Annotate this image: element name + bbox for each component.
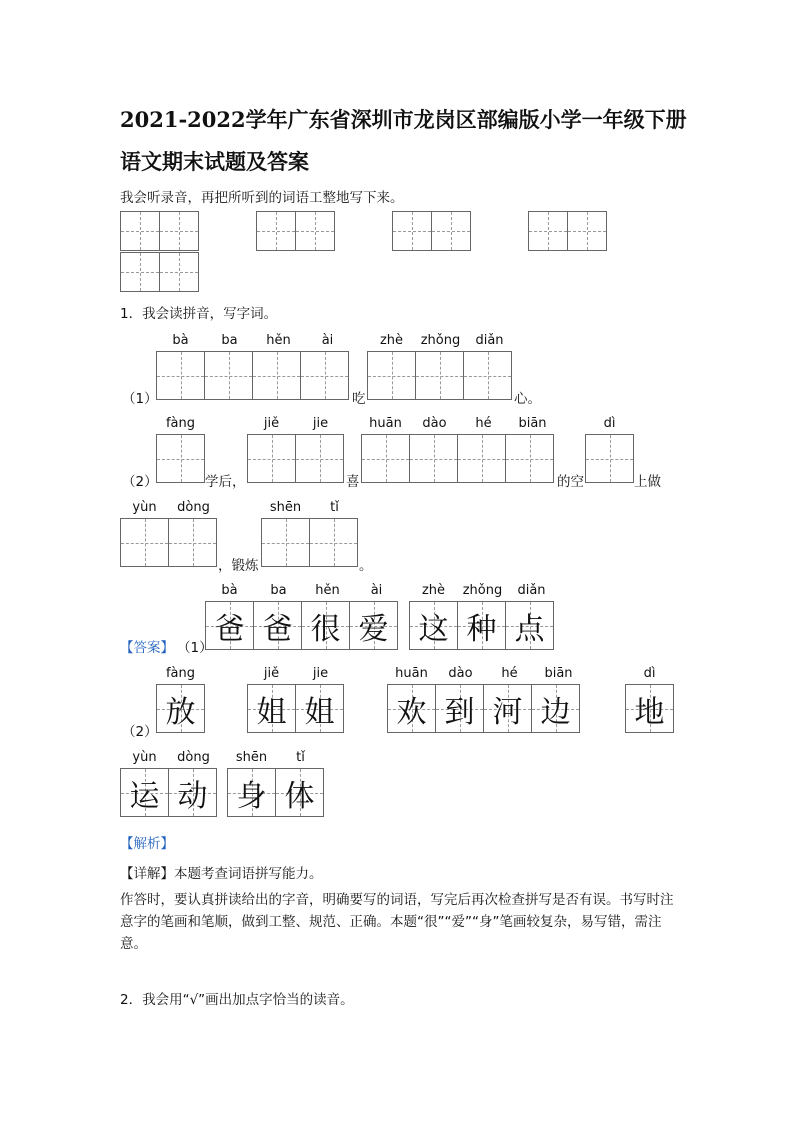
pinyin: zhè bbox=[379, 333, 404, 348]
blank-grid-5 bbox=[120, 252, 199, 292]
grid-cell bbox=[156, 434, 205, 483]
grid-cell bbox=[457, 601, 506, 650]
answer-label: 【答案】 bbox=[120, 640, 174, 656]
grid-cell bbox=[295, 434, 344, 483]
grid-cell bbox=[409, 601, 458, 650]
pinyin: fàng bbox=[165, 416, 196, 431]
grid-cell bbox=[261, 518, 310, 567]
answer-char: 种 bbox=[466, 611, 497, 647]
grid-cell bbox=[505, 601, 554, 650]
pinyin: hěn bbox=[266, 333, 291, 348]
grid-cell bbox=[415, 351, 464, 400]
pinyin: biān bbox=[518, 416, 547, 431]
grid-cell bbox=[349, 601, 398, 650]
connector-text: 心。 bbox=[514, 391, 541, 407]
write-grid-baba-henai bbox=[156, 351, 349, 400]
pinyin: huān bbox=[395, 666, 428, 681]
answer-char: 边 bbox=[540, 694, 571, 730]
pinyin: dào bbox=[448, 666, 473, 681]
pinyin: yùn bbox=[132, 750, 157, 765]
grid-cell bbox=[295, 211, 335, 251]
grid-cell bbox=[168, 518, 217, 567]
pinyin: ba bbox=[270, 583, 287, 598]
pinyin: zhè bbox=[421, 583, 446, 598]
connector-text: 。 bbox=[359, 558, 373, 574]
connector-text: 上做 bbox=[634, 474, 661, 490]
grid-cell bbox=[387, 684, 436, 733]
connector-text: 学后， bbox=[205, 474, 246, 490]
answer-grid-baba-henai bbox=[205, 601, 398, 650]
pinyin: jiě bbox=[263, 416, 280, 431]
grid-cell bbox=[120, 518, 169, 567]
detail-label: 【详解】 bbox=[120, 866, 174, 882]
detail-text: 本题考查词语拼写能力。 bbox=[174, 866, 323, 882]
answer-char: 爱 bbox=[358, 611, 389, 647]
answer-grid-jiejie bbox=[247, 684, 344, 733]
grid-cell bbox=[409, 434, 458, 483]
blank-grid-3 bbox=[392, 211, 471, 251]
answer-char: 体 bbox=[284, 778, 315, 814]
answer-char: 点 bbox=[514, 611, 545, 647]
connector-text: ，锻炼 bbox=[218, 558, 259, 574]
write-grid-di bbox=[585, 434, 634, 483]
pinyin: biān bbox=[544, 666, 573, 681]
grid-cell bbox=[367, 351, 416, 400]
grid-cell bbox=[227, 768, 276, 817]
grid-cell bbox=[431, 211, 471, 251]
pinyin: dì bbox=[603, 416, 616, 431]
pinyin: tǐ bbox=[296, 750, 305, 765]
grid-cell bbox=[204, 351, 253, 400]
answer-char: 爸 bbox=[214, 611, 245, 647]
grid-cell bbox=[435, 684, 484, 733]
grid-cell bbox=[168, 768, 217, 817]
answer-char: 很 bbox=[310, 611, 341, 647]
grid-cell bbox=[275, 768, 324, 817]
answer-grid-zhezhongdian bbox=[409, 601, 554, 650]
sub-question-number: （1） bbox=[177, 640, 213, 656]
answer-char: 动 bbox=[177, 778, 208, 814]
pinyin: hěn bbox=[315, 583, 340, 598]
write-grid-jiejie bbox=[247, 434, 344, 483]
pinyin: bà bbox=[221, 583, 238, 598]
analysis-label: 【解析】 bbox=[120, 836, 174, 852]
blank-grid-4 bbox=[528, 211, 607, 251]
answer-grid-fang bbox=[156, 684, 205, 733]
answer-char: 放 bbox=[165, 694, 196, 730]
analysis-paragraph: 作答时，要认真拼读给出的字音，明确要写的词语，写完后再次检查拼写是否有误。书写时注意字的笔画和笔顺，做到工整、规范、正确。本题“很”“爱”“身”笔画较复杂，易写错，需注意。 bbox=[120, 892, 674, 952]
pinyin: shēn bbox=[269, 500, 302, 515]
grid-cell bbox=[120, 252, 160, 292]
connector-text: 喜 bbox=[346, 474, 360, 490]
grid-cell bbox=[463, 351, 512, 400]
grid-cell bbox=[301, 601, 350, 650]
grid-cell bbox=[625, 684, 674, 733]
sub-question-number: （2） bbox=[122, 724, 158, 740]
grid-cell bbox=[585, 434, 634, 483]
pinyin: hé bbox=[475, 416, 492, 431]
answer-char: 运 bbox=[129, 778, 160, 814]
answer-char: 这 bbox=[418, 611, 449, 647]
write-grid-zhezhongdian bbox=[367, 351, 512, 400]
pinyin: jie bbox=[312, 666, 329, 681]
answer-grid-huandao-hebian bbox=[387, 684, 580, 733]
pinyin: dì bbox=[643, 666, 656, 681]
sub-question-number: （1） bbox=[122, 391, 158, 407]
page-title-line1: 2021-2022学年广东省深圳市龙岗区部编版小学一年级下册 bbox=[120, 107, 687, 132]
sub-question-number: （2） bbox=[122, 474, 158, 490]
question-1-heading: 1．我会读拼音，写字词。 bbox=[120, 306, 278, 322]
grid-cell bbox=[205, 601, 254, 650]
connector-text: 吃 bbox=[352, 391, 366, 407]
answer-char: 河 bbox=[492, 694, 523, 730]
pinyin: zhǒng bbox=[462, 583, 503, 598]
grid-cell bbox=[309, 518, 358, 567]
question-2-heading: 2．我会用“√”画出加点字恰当的读音。 bbox=[120, 992, 354, 1008]
pinyin: dòng bbox=[177, 750, 210, 765]
grid-cell bbox=[531, 684, 580, 733]
pinyin: ài bbox=[370, 583, 383, 598]
grid-cell bbox=[159, 211, 199, 251]
pinyin: tǐ bbox=[330, 500, 339, 515]
grid-cell bbox=[256, 211, 296, 251]
grid-cell bbox=[300, 351, 349, 400]
blank-grid-2 bbox=[256, 211, 335, 251]
answer-grid-shenti bbox=[227, 768, 324, 817]
answer-char: 身 bbox=[236, 778, 267, 814]
grid-cell bbox=[457, 434, 506, 483]
grid-cell bbox=[247, 684, 296, 733]
detail-line bbox=[120, 862, 323, 882]
answer-grid-yundong bbox=[120, 768, 217, 817]
pinyin: fàng bbox=[165, 666, 196, 681]
answer-char: 姐 bbox=[256, 694, 287, 730]
grid-cell bbox=[483, 684, 532, 733]
pinyin: hé bbox=[501, 666, 518, 681]
pinyin: dòng bbox=[177, 500, 210, 515]
pinyin: yùn bbox=[132, 500, 157, 515]
grid-cell bbox=[159, 252, 199, 292]
grid-cell bbox=[567, 211, 607, 251]
pinyin: zhǒng bbox=[420, 333, 461, 348]
write-grid-shenti bbox=[261, 518, 358, 567]
connector-text: 的空 bbox=[557, 474, 584, 490]
grid-cell bbox=[392, 211, 432, 251]
pinyin: diǎn bbox=[475, 333, 504, 348]
grid-cell bbox=[156, 684, 205, 733]
answer-char: 姐 bbox=[304, 694, 335, 730]
blank-grid-1 bbox=[120, 211, 199, 251]
grid-cell bbox=[156, 351, 205, 400]
grid-cell bbox=[361, 434, 410, 483]
pinyin: huān bbox=[369, 416, 402, 431]
grid-cell bbox=[120, 768, 169, 817]
write-grid-fang bbox=[156, 434, 205, 483]
answer-grid-di bbox=[625, 684, 674, 733]
write-grid-yundong bbox=[120, 518, 217, 567]
answer-char: 到 bbox=[444, 694, 475, 730]
grid-cell bbox=[505, 434, 554, 483]
pinyin: bà bbox=[172, 333, 189, 348]
answer-char: 爸 bbox=[262, 611, 293, 647]
pinyin: jie bbox=[312, 416, 329, 431]
pinyin: diǎn bbox=[517, 583, 546, 598]
pinyin: jiě bbox=[263, 666, 280, 681]
pinyin: ba bbox=[221, 333, 238, 348]
answer-char: 欢 bbox=[396, 694, 427, 730]
answer-char: 地 bbox=[634, 694, 665, 730]
grid-cell bbox=[247, 434, 296, 483]
grid-cell bbox=[295, 684, 344, 733]
pinyin: ài bbox=[321, 333, 334, 348]
pinyin: shēn bbox=[235, 750, 268, 765]
write-grid-huandao-hebian bbox=[361, 434, 554, 483]
pinyin: dào bbox=[422, 416, 447, 431]
listening-instruction: 我会听录音，再把所听到的词语工整地写下来。 bbox=[120, 190, 404, 206]
grid-cell bbox=[253, 601, 302, 650]
grid-cell bbox=[528, 211, 568, 251]
page-title-line2: 语文期末试题及答案 bbox=[120, 149, 309, 174]
grid-cell bbox=[252, 351, 301, 400]
grid-cell bbox=[120, 211, 160, 251]
